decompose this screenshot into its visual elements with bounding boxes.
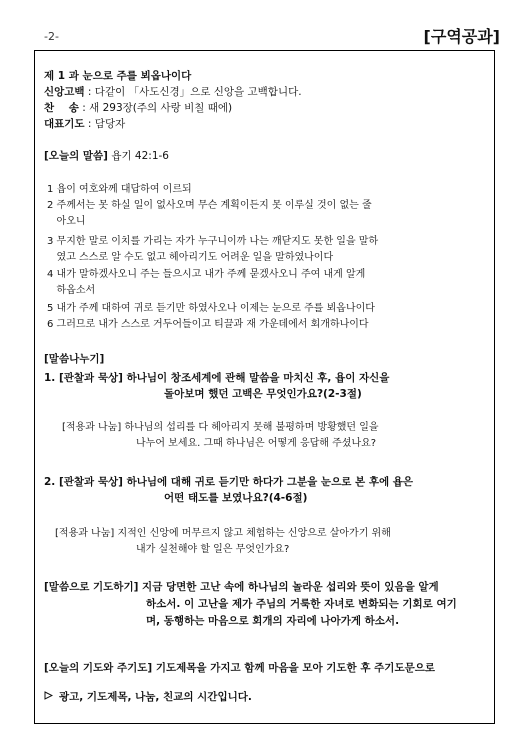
sharing-label: [말씀나누기]	[44, 353, 105, 365]
application-1-line-2: 나누어 보세요. 그때 하나님은 어떻게 응답해 주셨나요?	[136, 438, 377, 449]
verse-line: 6 그러므로 내가 스스로 거두어들이고 티끌과 재 가운데에서 회개하나이다	[47, 319, 369, 330]
announcement-text: 광고, 기도제목, 나눔, 친교의 시간입니다.	[59, 691, 252, 703]
question-2-line-2: 어떤 태도를 보였나요?(4-6절)	[164, 492, 308, 504]
verse-line: 2 주께서는 못 하실 일이 없사오며 무슨 계획이든지 못 이루실 것이 없는 줄	[47, 200, 372, 211]
hymn-line	[44, 101, 232, 115]
verse-line: 1 욥이 여호와께 대답하여 이르되	[47, 184, 192, 195]
prayer-leader-text: : 담당자	[87, 118, 126, 130]
page-number: -2-	[44, 30, 59, 43]
scripture-label: [오늘의 말씀]	[44, 150, 108, 162]
today-prayer-line: [오늘의 기도와 주기도] 기도제목을 가지고 함께 마음을 모아 기도한 후 주기도문으로	[44, 662, 436, 674]
section-tag: [구역공과]	[423, 27, 500, 46]
lesson-title: 제 1 과 눈으로 주를 뵈옵나이다	[44, 70, 192, 82]
prayer-line-1: [말씀으로 기도하기] 지금 당면한 고난 속에 하나님의 놀라운 섭리와 뜻이 있음을 알게	[44, 581, 439, 593]
question-2-line-1: 2. [관찰과 묵상] 하나님에 대해 귀로 듣기만 하다가 그분을 눈으로 본 후에 욥은	[44, 476, 414, 488]
verse-line: 4 내가 말하겠사오니 주는 들으시고 내가 주께 묻겠사오니 주여 내게 알게	[47, 269, 366, 280]
creed-label: 신앙고백	[44, 86, 85, 98]
application-2-line-1: [적용과 나눔] 지적인 신앙에 머무르지 않고 체험하는 신앙으로 살아가기 위해	[55, 528, 391, 539]
hymn-label: 찬 송	[44, 102, 79, 114]
verse-line: 였고 스스로 알 수도 없고 헤아리기도 어려운 일을 말하였나이다	[47, 252, 334, 263]
prayer-leader-label: 대표기도	[44, 118, 85, 130]
verse-line: 5 내가 주께 대하여 귀로 듣기만 하였사오나 이제는 눈으로 주를 뵈옵나이다	[47, 303, 375, 314]
prayer-line-2: 하소서. 이 고난을 제가 주님의 거룩한 자녀로 변화되는 기회로 여기	[146, 598, 457, 610]
question-1-line-2: 돌아보며 했던 고백은 무엇인가요?(2-3절)	[164, 388, 362, 400]
scripture-heading	[44, 149, 169, 163]
hymn-text: : 새 293장(주의 사랑 비칠 때에)	[82, 102, 233, 114]
creed-text: : 다같이 「사도신경」으로 신앙을 고백합니다.	[87, 86, 302, 98]
creed-line	[44, 85, 302, 99]
scripture-reference: 욥기 42:1-6	[111, 150, 169, 162]
verse-line: 3 무지한 말로 이치를 가리는 자가 누구니이까 나는 깨닫지도 못한 일을 말하	[47, 236, 379, 247]
application-2-line-2: 내가 실천해야 할 일은 무엇인가요?	[136, 544, 290, 555]
verse-line: 아오니	[47, 216, 86, 227]
verse-line: 하옵소서	[47, 285, 96, 296]
application-1-line-1: [적용과 나눔] 하나님의 섭리를 다 헤아리지 못해 불평하며 방황했던 일을	[62, 422, 379, 433]
prayer-leader-line	[44, 117, 125, 131]
question-1-line-1: 1. [관찰과 묵상] 하나님이 창조세계에 관해 말씀을 마치신 후, 욥이 자신을	[44, 372, 390, 384]
announcement-line	[44, 690, 252, 704]
triangle-right-icon	[44, 690, 53, 704]
prayer-line-3: 며, 동행하는 마음으로 회개의 자리에 나아가게 하소서.	[146, 615, 400, 627]
